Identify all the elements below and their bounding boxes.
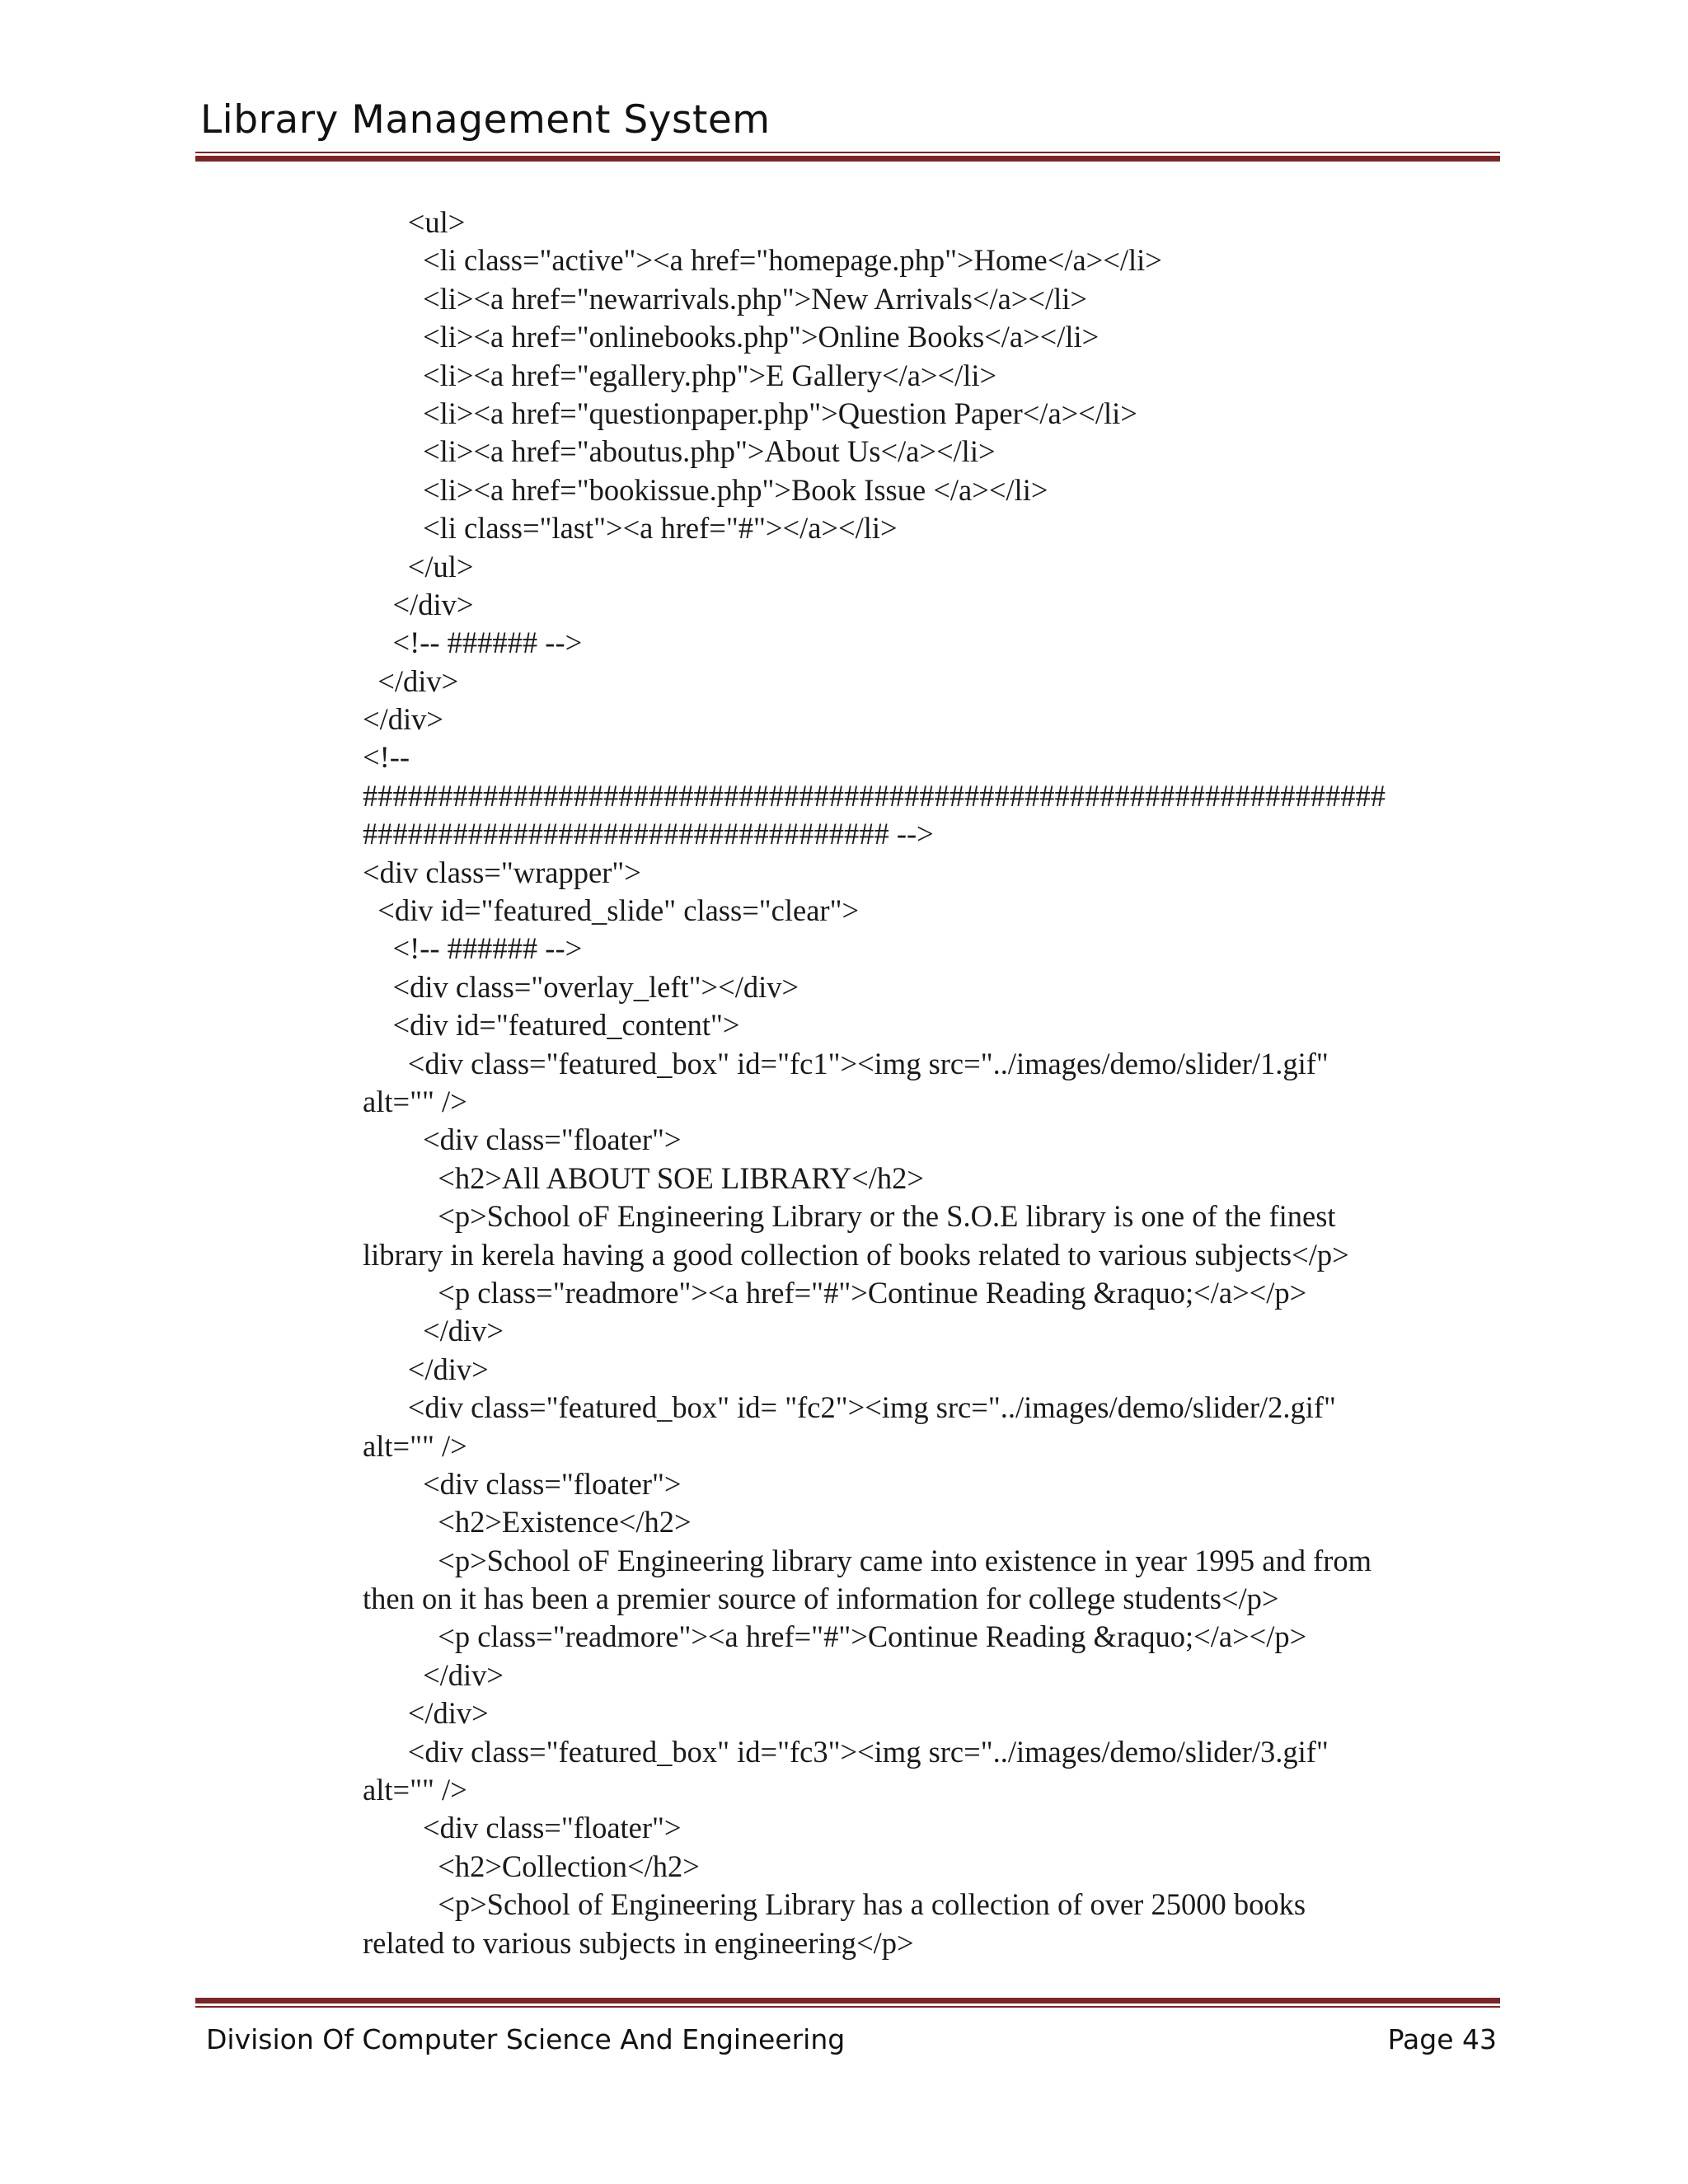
code-line: <li class="last"><a href="#"></a></li> (363, 511, 898, 546)
code-line: </div> (363, 1696, 489, 1731)
code-line: <li><a href="bookissue.php">Book Issue </a></li> (363, 472, 1048, 507)
code-line: <li><a href="newarrivals.php">New Arrivals</a></li> (363, 281, 1087, 316)
code-line: then on it has been a premier source of information for college students</p> (363, 1582, 1279, 1616)
code-line: <h2>All ABOUT SOE LIBRARY</h2> (363, 1160, 924, 1195)
code-line: <h2>Existence</h2> (363, 1505, 692, 1540)
code-line: <li class="active"><a href="homepage.php">Home</a></li> (363, 243, 1162, 278)
code-line: <ul> (363, 205, 466, 239)
code-line: </div> (363, 1657, 504, 1692)
code-line: <div class="featured_box" id="fc3"><img src="../images/demo/slider/3.gif" (363, 1734, 1329, 1769)
code-line: related to various subjects in engineering</p> (363, 1925, 914, 1960)
code-line: </div> (363, 663, 459, 698)
code-line: </ul> (363, 549, 474, 583)
code-line: <div class="featured_box" id="fc1"><img src="../images/demo/slider/1.gif" (363, 1046, 1329, 1080)
header-title: Library Management System (200, 97, 771, 143)
code-line: <p class="readmore"><a href="#">Continue Reading &raquo;</a></p> (363, 1275, 1307, 1310)
code-line: #################################################################### (363, 778, 1386, 813)
code-line: <p>School of Engineering Library has a collection of over 25000 books (363, 1887, 1306, 1922)
code-line: </div> (363, 587, 474, 621)
code-line: <div class="featured_box" id= "fc2"><img src="../images/demo/slider/2.gif" (363, 1390, 1336, 1425)
code-line: <p class="readmore"><a href="#">Continue Reading &raquo;</a></p> (363, 1619, 1307, 1654)
code-line: </div> (363, 1352, 489, 1386)
code-line: <p>School oF Engineering library came into existence in year 1995 and from (363, 1543, 1372, 1577)
code-line: <div class="floater"> (363, 1466, 682, 1501)
code-line: <!-- ###### --> (363, 626, 583, 660)
footer-page-number: Page 43 (1387, 2023, 1497, 2055)
header-rule-thick (195, 156, 1500, 162)
code-line: alt="" /> (363, 1428, 467, 1463)
code-line: <div class="overlay_left"></div> (363, 969, 799, 1004)
code-line: <div id="featured_slide" class="clear"> (363, 893, 860, 928)
code-line: ################################### --> (363, 817, 934, 851)
code-line: <!-- (363, 740, 410, 775)
footer-rule-thick (195, 1998, 1500, 2004)
code-line: <div class="floater"> (363, 1811, 682, 1845)
code-line: alt="" /> (363, 1084, 467, 1118)
code-line: <h2>Collection</h2> (363, 1849, 700, 1883)
code-line: <div id="featured_content"> (363, 1008, 740, 1043)
code-line: <p>School oF Engineering Library or the S.O.E library is one of the finest (363, 1199, 1336, 1234)
code-line: </div> (363, 1314, 504, 1348)
code-line: <li><a href="onlinebooks.php">Online Books</a></li> (363, 320, 1100, 354)
header-rule-thin (195, 152, 1500, 153)
footer-division: Division Of Computer Science And Engineering (206, 2023, 846, 2055)
code-listing (363, 204, 1500, 1962)
code-line: <div class="floater"> (363, 1122, 682, 1157)
code-line: alt="" /> (363, 1773, 467, 1807)
code-line: <li><a href="egallery.php">E Gallery</a></li> (363, 358, 997, 392)
code-line: <div class="wrapper"> (363, 855, 641, 889)
footer-rule-thin (195, 2006, 1500, 2008)
code-line: <li><a href="aboutus.php">About Us</a></li> (363, 434, 996, 469)
code-line: library in kerela having a good collection of books related to various subjects</p> (363, 1237, 1349, 1272)
code-line: </div> (363, 702, 443, 737)
code-line: <!-- ###### --> (363, 931, 583, 966)
code-line: <li><a href="questionpaper.php">Question Paper</a></li> (363, 396, 1137, 430)
